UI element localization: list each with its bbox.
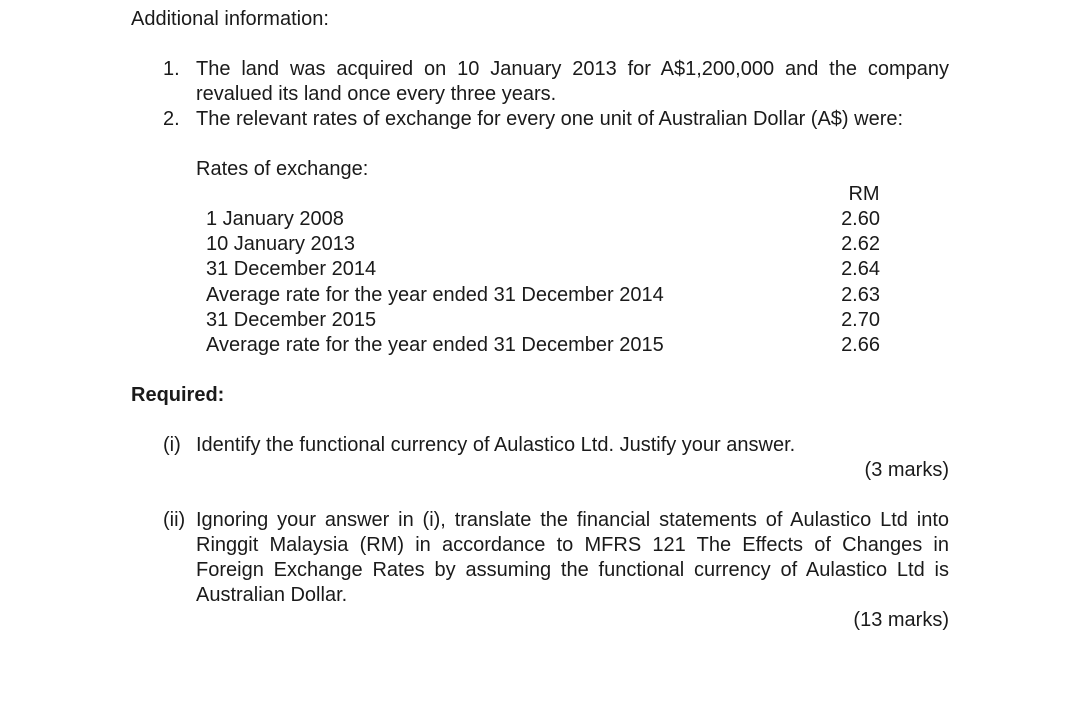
rate-value: 2.62 (841, 233, 880, 255)
rate-value: 2.70 (841, 309, 880, 331)
marks-ii: (13 marks) (853, 609, 949, 631)
question-text-i: Identify the functional currency of Aulastico Ltd. Justify your answer. (196, 434, 796, 456)
rates-label: Rates of exchange: (196, 158, 369, 180)
rate-row (206, 232, 896, 257)
question-number-i: (i) (163, 434, 181, 456)
required-heading: Required: (131, 384, 225, 406)
currency-header: RM (848, 183, 880, 205)
section-heading: Additional information: (131, 8, 329, 30)
rate-date: Average rate for the year ended 31 December 2014 (206, 284, 664, 306)
rate-value: 2.66 (841, 334, 880, 356)
item-number-1: 1. (163, 58, 180, 80)
marks-i: (3 marks) (864, 459, 949, 481)
rate-row (206, 257, 896, 282)
item-text-2: The relevant rates of exchange for every one unit of Australian Dollar (A$) were: (196, 108, 904, 130)
rate-date: Average rate for the year ended 31 December 2015 (206, 334, 664, 356)
rate-row (206, 308, 896, 333)
rate-row (206, 283, 896, 308)
rate-date: 1 January 2008 (206, 208, 344, 230)
item-number-2: 2. (163, 108, 180, 130)
rate-row (206, 207, 896, 232)
rate-date: 31 December 2014 (206, 258, 377, 280)
rate-value: 2.60 (841, 208, 880, 230)
rate-row (206, 333, 896, 358)
question-text-ii: Ignoring your answer in (i), translate the financial statements of Aulastico Ltd into Ringgit Malaysia (RM) in accordance to MFRS 121 The Effects of Changes in Foreign Exchange Rates by assuming the functional currency of Aulastico Ltd is Australian Dollar. (196, 509, 949, 606)
item-text-1: The land was acquired on 10 January 2013 for A$1,200,000 and the company revalued its land once every three years. (196, 58, 949, 105)
question-number-ii: (ii) (163, 509, 186, 531)
rate-value: 2.64 (841, 258, 880, 280)
rate-date: 31 December 2015 (206, 309, 377, 331)
rate-date: 10 January 2013 (206, 233, 356, 255)
rate-value: 2.63 (841, 284, 880, 306)
